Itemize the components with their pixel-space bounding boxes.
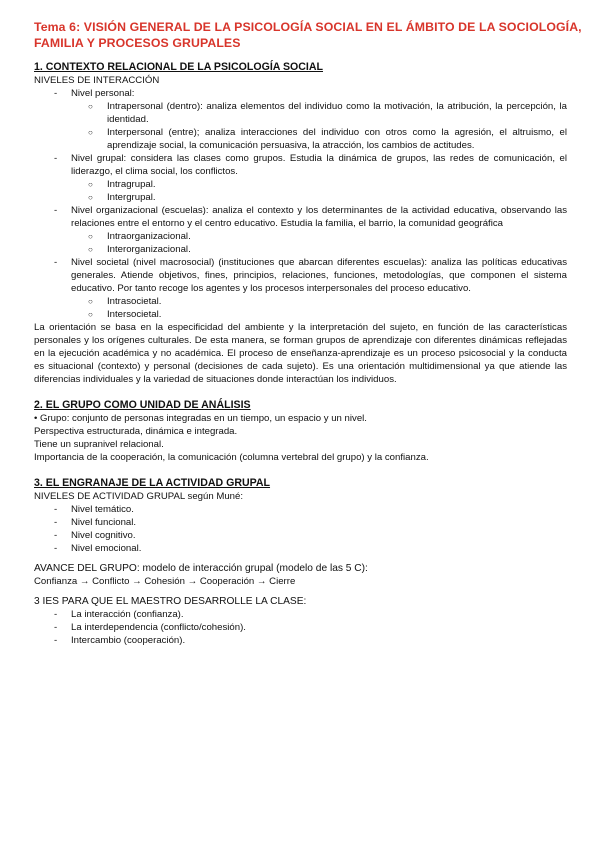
sublist — [71, 178, 567, 204]
list-item: ○ Intergrupal. — [34, 191, 567, 204]
list-item: - Nivel funcional. — [34, 516, 567, 529]
section-3-heading: 3. EL ENGRANAJE DE LA ACTIVIDAD GRUPAL — [34, 477, 271, 489]
level-organizacional: - Nivel organizacional (escuelas): analiza el contexto y los determinantes de la actividad educativa, observando las relaciones entre el entorno y el centro educativo. Estudia la familia, el barrio, la comunidad geográfica — [71, 205, 567, 229]
group-line: Tiene un supranivel relacional. — [34, 439, 164, 450]
document-body — [34, 61, 567, 647]
group-definition: • Grupo: conjunto de personas integradas en un tiempo, un espacio y un nivel. — [34, 413, 367, 424]
interaction-levels-list — [34, 87, 567, 321]
list-item: ○ Intragrupal. — [34, 178, 567, 191]
list-item: - Nivel temático. — [34, 503, 567, 516]
level-societal: - Nivel societal (nivel macrosocial) (instituciones que abarcan diferentes escuelas): analiza las políticas educativas generales. Atiende objetivos, fines, principios, relaciones, funciones, metodologías, que componen el sistema educativo. Por tanto recoge los agentes y los procesos interpersonales del proceso educativo. — [71, 257, 567, 294]
list-item: - Intercambio (cooperación). — [34, 634, 567, 647]
avance-heading: AVANCE DEL GRUPO: modelo de interacción grupal (modelo de las 5 C): — [34, 563, 368, 574]
list-item: ○ Intrasocietal. — [34, 295, 567, 308]
list-item — [34, 152, 567, 204]
list-item: ○ Intraorganizacional. — [34, 230, 567, 243]
list-item: - Nivel emocional. — [34, 542, 567, 555]
ies-heading: 3 IES PARA QUE EL MAESTRO DESARROLLE LA CLASE: — [34, 596, 307, 607]
list-item: - La interdependencia (conflicto/cohesión). — [34, 621, 567, 634]
section-1-paragraph: La orientación se basa en la especificidad del ambiente y la interpretación del sujeto, en función de las características personales y los orígenes culturales. De esta manera, se forman grupos de aprendizaje con diferentes dinámicas reflejadas en la ejecución académica y no académica. El proceso de enseñanza-aprendizaje es un proceso psicosocial y la conducta es situacional (contexto) y personal (decisiones de cada sujeto). Es una orientación multidimensional ya que atiende las diferencias individuales y la variedad de situaciones donde interactúan los individuos. — [34, 322, 567, 385]
list-item: ○ Interpersonal (entre); analiza interacciones del individuo con otros como la agresión, el altruismo, el aprendizaje social, la comunicación persuasiva, la atracción, los cambios de actitudes. — [34, 126, 567, 152]
list-item: ○ Intrapersonal (dentro): analiza elementos del individuo como la motivación, la atribución, la percepción, la identidad. — [34, 100, 567, 126]
group-line: Importancia de la cooperación, la comunicación (columna vertebral del grupo) y la confianza. — [34, 452, 429, 463]
level-personal: - Nivel personal: — [71, 88, 135, 99]
ies-list — [34, 608, 567, 647]
list-item: - Nivel cognitivo. — [34, 529, 567, 542]
document-title: Tema 6: VISIÓN GENERAL DE LA PSICOLOGÍA SOCIAL EN EL ÁMBITO DE LA SOCIOLOGÍA, FAMILIA Y PROCESOS GRUPALES — [34, 20, 582, 50]
avance-chain: Confianza → Conflicto → Cohesión → Cooperación → Cierre — [34, 576, 296, 587]
sublist — [71, 100, 567, 152]
section-3-subheading: NIVELES DE ACTIVIDAD GRUPAL según Muné: — [34, 491, 244, 502]
sublist — [71, 230, 567, 256]
level-grupal: - Nivel grupal: considera las clases como grupos. Estudia la dinámica de grupos, las redes de comunicación, el liderazgo, el clima social, los conflictos. — [71, 153, 567, 177]
list-item: ○ Intersocietal. — [34, 308, 567, 321]
list-item: - La interacción (confianza). — [34, 608, 567, 621]
activity-levels-list — [34, 503, 567, 555]
section-1-subheading: NIVELES DE INTERACCIÓN — [34, 75, 160, 86]
list-item: ○ Interorganizacional. — [34, 243, 567, 256]
list-item — [34, 204, 567, 256]
group-line: Perspectiva estructurada, dinámica e integrada. — [34, 426, 238, 437]
section-1-heading: 1. CONTEXTO RELACIONAL DE LA PSICOLOGÍA SOCIAL — [34, 61, 323, 73]
sublist — [71, 295, 567, 321]
list-item — [34, 87, 567, 152]
section-2-heading: 2. EL GRUPO COMO UNIDAD DE ANÁLISIS — [34, 399, 251, 411]
list-item — [34, 256, 567, 321]
